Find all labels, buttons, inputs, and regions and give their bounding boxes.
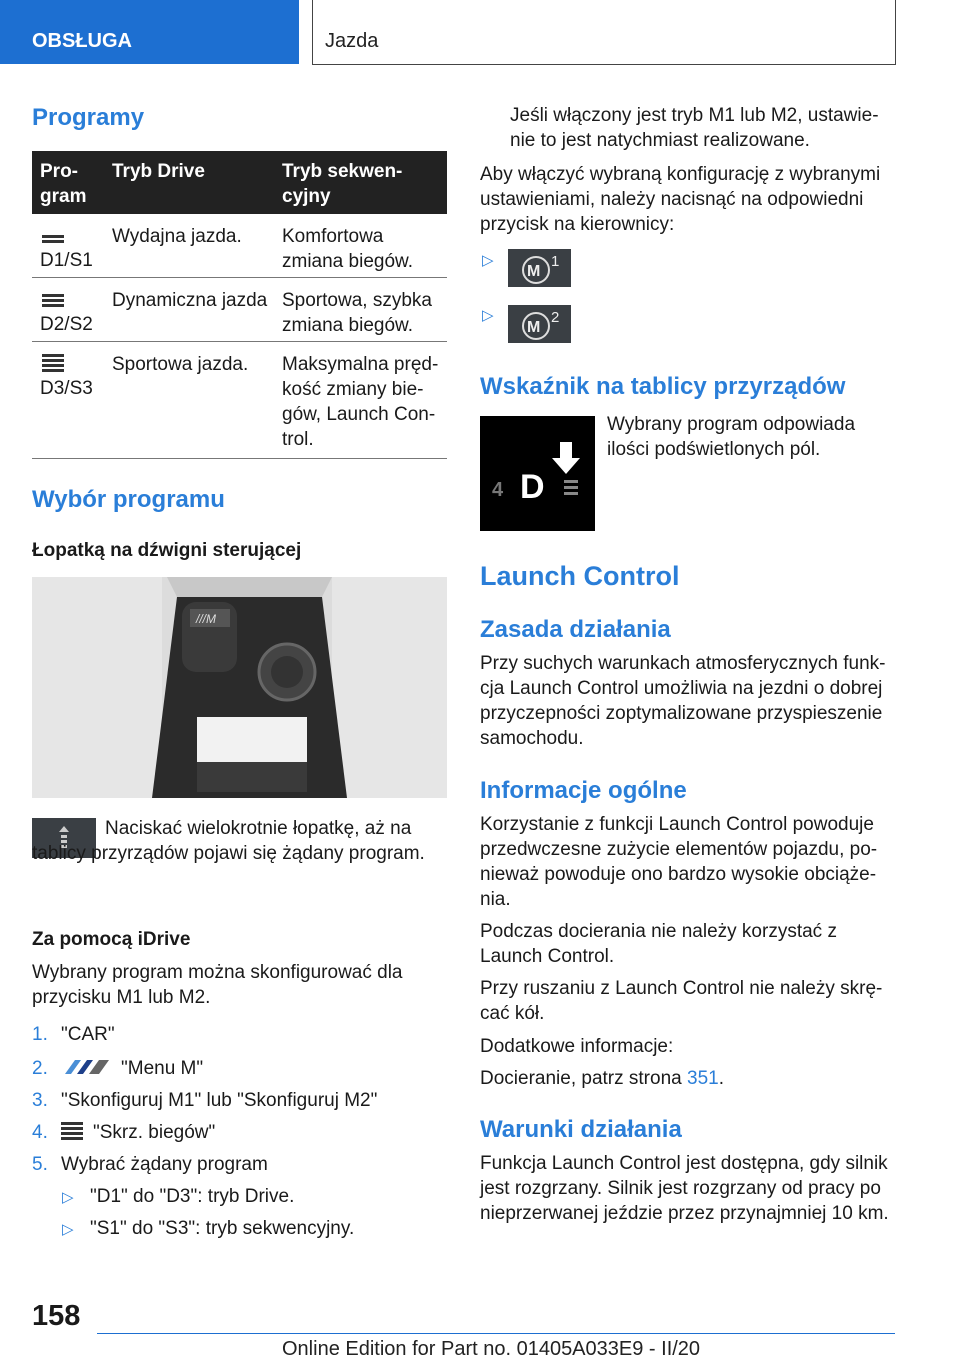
drive-level-2-icon — [40, 290, 68, 310]
launch-control-title: Launch Control — [480, 561, 680, 591]
bullet-triangle-icon: ▷ — [62, 1189, 74, 1206]
th-program: Pro- gram — [32, 151, 104, 214]
page-link[interactable]: 351 — [687, 1068, 719, 1089]
edition-footer: Online Edition for Part no. 01405A033E9 - II/20 — [282, 1338, 701, 1360]
indicator-text: Wybrany program odpowiada ilości podświetlonych pól. — [607, 414, 856, 460]
list-item: 3. "Skonfiguruj M1" lub "Skonfiguruj M2" — [32, 1090, 378, 1111]
general-p2: Podczas docierania nie należy korzystać z Launch Control. — [480, 921, 837, 967]
section-tab: OBSŁUGA — [0, 0, 299, 64]
list-item: 4. "Skrz. biegów" — [32, 1122, 216, 1143]
svg-text:M: M — [527, 263, 541, 280]
svg-text:M: M — [527, 319, 541, 336]
list-item: "S1" do "S3": tryb sekwencyjny. — [90, 1218, 355, 1239]
footer-divider — [97, 1333, 895, 1334]
general-title: Informacje ogólne — [480, 777, 687, 804]
conditions-text: Funkcja Launch Control jest dostępna, gdy silnik jest rozgrzany. Silnik jest rozgrzany od pracy po nieprzerwanej jeździe przez przynajmniej 10 km. — [480, 1153, 889, 1224]
instrument-display-image — [480, 416, 595, 531]
table-row — [32, 278, 447, 342]
indicator-title: Wskaźnik na tablicy przyrządów — [480, 373, 846, 400]
paddle-text: Naciskać wielokrotnie łopatkę, aż na tablicy przyrządów pojawi się żądany program. — [32, 818, 425, 864]
list-item: 5. Wybrać żądany program — [32, 1154, 268, 1175]
svg-text:2: 2 — [551, 309, 560, 326]
drive-mode: Dynamiczna jazda — [112, 290, 268, 311]
programs-title: Programy — [32, 104, 145, 131]
selection-title: Wybór programu — [32, 486, 225, 513]
drive-mode: Wydajna jazda. — [112, 226, 242, 247]
seq-mode: Sportowa, szybka zmiana biegów. — [282, 290, 432, 336]
note-text: Jeśli włączony jest tryb M1 lub M2, ustawie- nie to jest natychmiast realizowane. — [510, 105, 879, 151]
general-p5: Docieranie, patrz strona 351. — [480, 1068, 724, 1089]
conditions-title: Warunki działania — [480, 1116, 682, 1143]
drive-mode: Sportowa jazda. — [112, 354, 249, 375]
bullet-triangle-icon: ▷ — [482, 252, 494, 269]
table-row — [32, 214, 447, 278]
svg-text:1: 1 — [551, 253, 560, 270]
m2-button-icon — [508, 305, 571, 343]
paddle-heading: Łopatką na dźwigni sterującej — [32, 540, 302, 561]
list-item: "D1" do "D3": tryb Drive. — [90, 1186, 295, 1207]
drive-level-1-icon — [40, 226, 68, 246]
chapter-header — [312, 0, 896, 65]
general-p3: Przy ruszaniu z Launch Control nie należy skrę-cać kół. — [480, 978, 883, 1024]
principle-text: Przy suchych warunkach atmosferycznych funk-cja Launch Control umożliwia na jezdni o dobrej przyczepności zoptymalizowane przyspieszenie samochodu. — [480, 653, 886, 749]
program-code: D1/S1 — [40, 250, 93, 271]
principle-title: Zasada działania — [480, 616, 671, 643]
seq-mode: Komfortowa zmiana biegów. — [282, 226, 413, 272]
general-p4: Dodatkowe informacje: — [480, 1036, 674, 1057]
idrive-text: Wybrany program można skonfigurować dla przycisku M1 lub M2. — [32, 962, 403, 1008]
chapter-title: Jazda — [325, 30, 379, 52]
svg-text:///M: ///M — [196, 612, 216, 626]
general-p1: Korzystanie z funkcji Launch Control powoduje przedwczesne zużycie elementów pojazdu, po-nieważ powoduje ono bardzo wysokie obciąże-nia. — [480, 814, 878, 910]
th-drive: Tryb Drive — [104, 151, 274, 214]
idrive-heading: Za pomocą iDrive — [32, 929, 191, 950]
svg-text:D: D — [520, 468, 545, 506]
drive-level-3-icon — [40, 354, 68, 374]
th-seq: Tryb sekwen- cyjny — [274, 151, 447, 214]
program-code: D2/S2 — [40, 314, 93, 335]
m-menu-icon — [61, 1058, 113, 1076]
gear-selector-photo — [32, 577, 447, 798]
gearbox-icon — [61, 1122, 85, 1140]
program-code: D3/S3 — [40, 378, 93, 399]
list-item: 1. "CAR" — [32, 1024, 115, 1045]
bullet-triangle-icon: ▷ — [62, 1221, 74, 1238]
list-item: 2. "Menu M" — [32, 1058, 204, 1079]
seq-mode: Maksymalna pręd- kość zmiany bie- gów, Launch Con- trol. — [282, 354, 439, 450]
table-row — [32, 342, 447, 459]
page-number: 158 — [32, 1300, 81, 1332]
bullet-triangle-icon: ▷ — [482, 307, 494, 324]
m1-button-icon — [508, 249, 571, 287]
svg-text:4: 4 — [492, 479, 504, 501]
apply-text: Aby włączyć wybraną konfigurację z wybranymi ustawieniami, należy nacisnąć na odpowiedni przycisk na kierownicy: — [480, 164, 881, 235]
